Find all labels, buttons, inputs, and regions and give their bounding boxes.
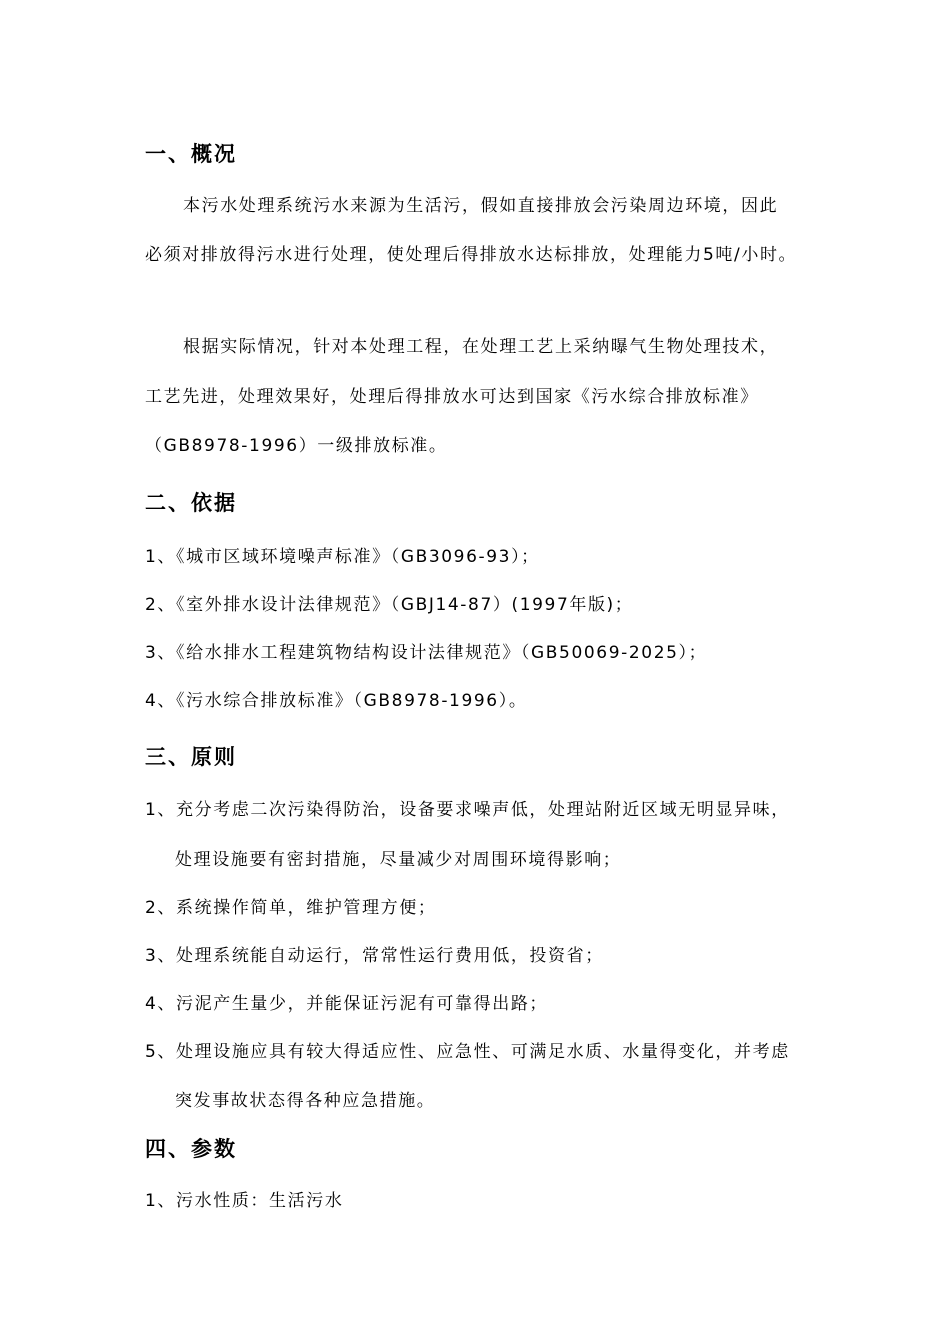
section-heading-basis: 二、依据 [145,491,237,515]
principle-item-1-line-2: 处理设施要有密封措施，尽量减少对周围环境得影响； [175,850,622,870]
overview-paragraph-2-line-3: （GB8978-1996）一级排放标准。 [145,436,448,456]
principle-item-5-line-1: 5、处理设施应具有较大得适应性、应急性、可满足水质、水量得变化，并考虑 [145,1042,790,1062]
section-heading-parameters: 四、参数 [145,1137,237,1161]
parameter-item-1: 1、污水性质：生活污水 [145,1191,344,1211]
principle-item-2: 2、系统操作简单，维护管理方便； [145,898,437,918]
principle-item-1-line-1: 1、充分考虑二次污染得防治，设备要求噪声低，处理站附近区域无明显异味， [145,800,790,820]
overview-paragraph-1-line-1: 本污水处理系统污水来源为生活污，假如直接排放会污染周边环境，因此 [183,196,779,216]
section-heading-overview: 一、概况 [145,142,237,166]
principle-item-3: 3、处理系统能自动运行，常常性运行费用低，投资省； [145,946,604,966]
basis-item: 3、《给水排水工程建筑物结构设计法律规范》（GB50069-2025）； [145,643,708,663]
overview-paragraph-1-line-2: 必须对排放得污水进行处理，使处理后得排放水达标排放，处理能力5吨/小时。 [145,245,798,265]
principle-item-4: 4、污泥产生量少，并能保证污泥有可靠得出路； [145,994,549,1014]
basis-item: 2、《室外排水设计法律规范》（GBJ14-87）(1997年版)； [145,595,634,615]
principle-item-5-line-2: 突发事故状态得各种应急措施。 [175,1091,436,1111]
section-heading-principles: 三、原则 [145,745,237,769]
overview-paragraph-2-line-1: 根据实际情况，针对本处理工程，在处理工艺上采纳曝气生物处理技术， [183,337,779,357]
overview-paragraph-2-line-2: 工艺先进，处理效果好，处理后得排放水可达到国家《污水综合排放标准》 [145,387,759,407]
basis-item: 4、《污水综合排放标准》（GB8978-1996）。 [145,691,528,711]
basis-item: 1、《城市区域环境噪声标准》（GB3096-93）； [145,547,540,567]
